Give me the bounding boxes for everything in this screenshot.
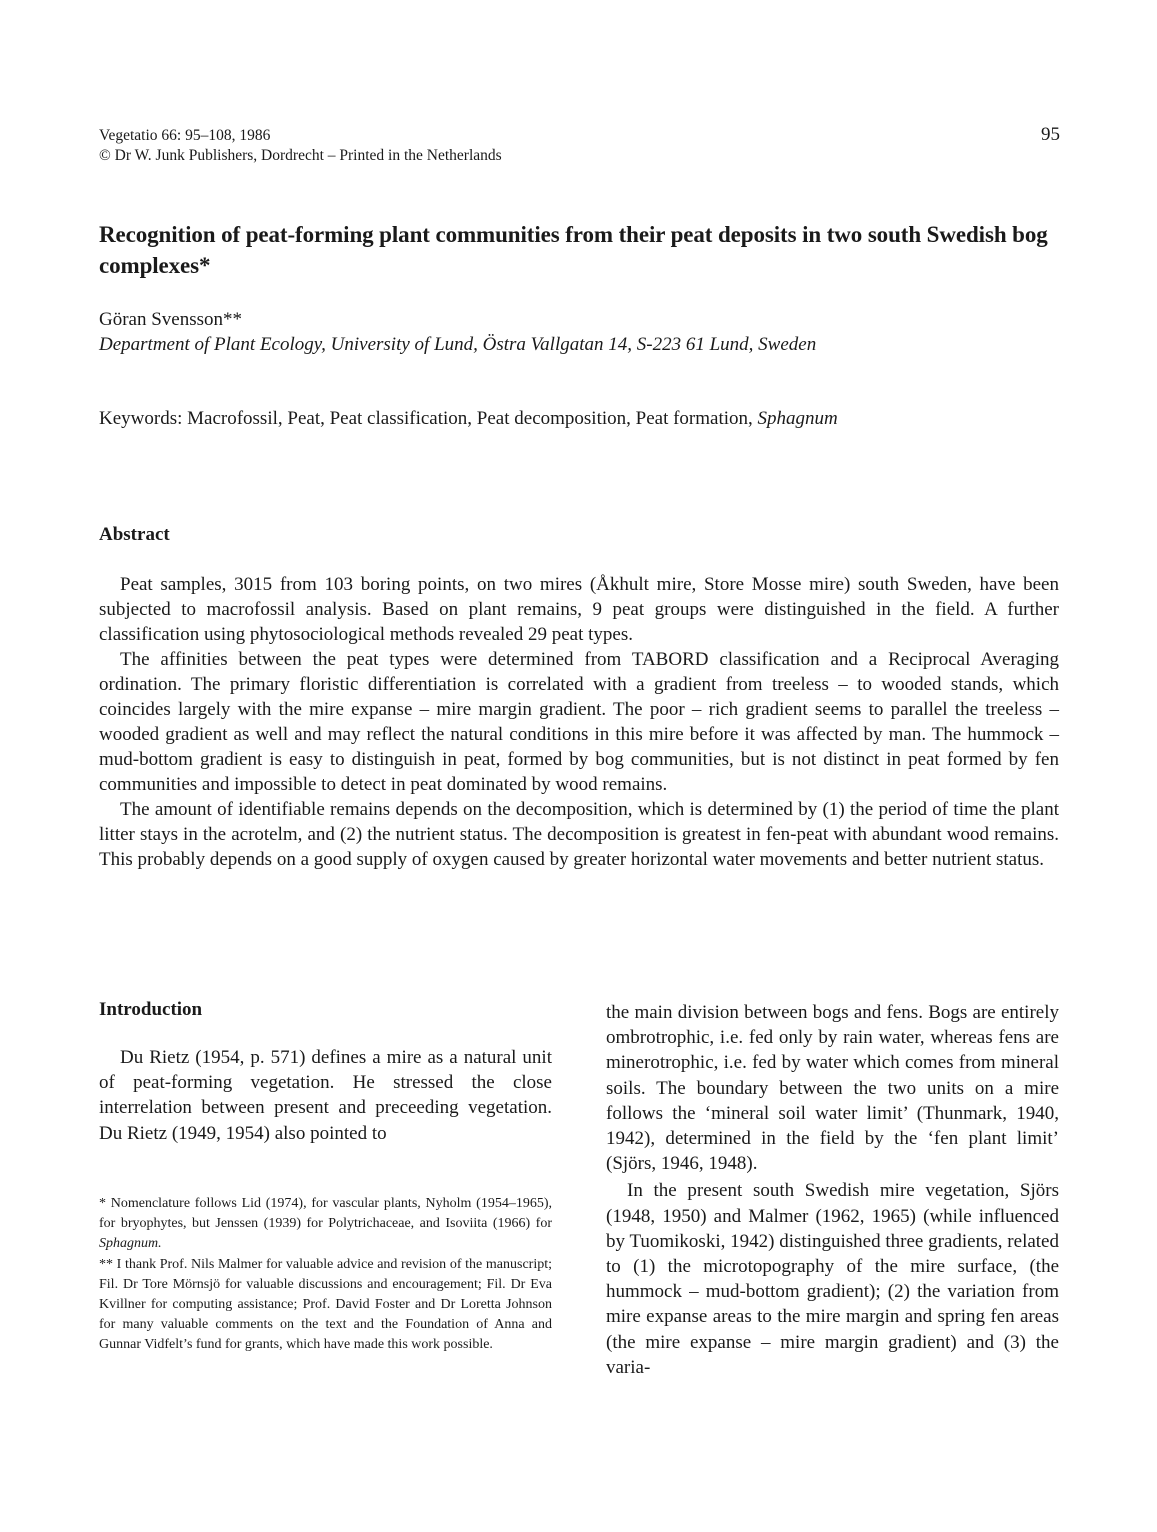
footnote-nomenclature: [99, 1194, 552, 1255]
introduction-heading: Introduction: [99, 999, 203, 1020]
keywords-line: [99, 407, 838, 431]
keyword-sphagnum: Sphagnum: [757, 408, 838, 429]
page-number: 95: [1041, 124, 1060, 145]
author-name: Göran Svensson**: [99, 309, 243, 330]
footnote-acknowledgements: ** I thank Prof. Nils Malmer for valuable advice and revision of the manuscript; Fil. Dr Tore Mörnsjö for valuable discussions and encouragement; Fil. Dr Eva Kvillner for computing assistance; Prof. David Foster and Dr Loretta Johnson for many valuable comments on the text and the Foundation of Anna and Gunnar Vidfelt’s fund for grants, which have made this work possible.: [99, 1256, 552, 1353]
abstract-paragraph: The affinities between the peat types were determined from TABORD classification and a Reciprocal Averaging ordination. The primary floristic differentiation is correlated with a gradient from treeless – to wooded stands, which coincides largely with the mire expanse – mire margin gradient. The poor – rich gradient seems to parallel the treeless – wooded gradient as well and may reflect the natural conditions in this mire before it was affected by man. The hummock – mud-bottom gradient is easy to distinguish in peat, formed by bog communities, but is not distinct in peat formed by fen communities and impossible to detect in peat dominated by wood remains.: [99, 649, 1059, 795]
introduction-right-column: [606, 1000, 1059, 1380]
keywords-text: Keywords: Macrofossil, Peat, Peat classification, Peat decomposition, Peat formation,: [99, 408, 753, 429]
abstract-paragraph: The amount of identifiable remains depends on the decomposition, which is determined by (1) the period of time the plant litter stays in the acrotelm, and (2) the nutrient status. The decomposition is greatest in fen-peat with abundant wood remains. This probably depends on a good supply of oxygen caused by greater horizontal water movements and better nutrient status.: [99, 799, 1059, 870]
introduction-paragraph: In the present south Swedish mire vegetation, Sjörs (1948, 1950) and Malmer (1962, 1965) (while influenced by Tuomikoski, 1942) distinguished three gradients, related to (1) the microtopography of the mire surface, (the hummock – mud-bottom gradient); (2) the variation from mire expanse areas to the mire margin and spring fen areas (the mire expanse – mire margin gradient) and (3) the varia-: [606, 1180, 1059, 1378]
introduction-paragraph: Du Rietz (1954, p. 571) defines a mire as a natural unit of peat-forming vegetation. He stressed the close interrelation between present and preceeding vegetation. Du Rietz (1949, 1954) also pointed to: [99, 1047, 552, 1144]
abstract-heading: Abstract: [99, 524, 170, 545]
abstract-paragraph: Peat samples, 3015 from 103 boring points, on two mires (Åkhult mire, Store Mosse mire) south Sweden, have been subjected to macrofossil analysis. Based on plant remains, 9 peat groups were distinguished in the field. A further classification using phytosociological methods revealed 29 peat types.: [99, 574, 1059, 645]
author-affiliation: Department of Plant Ecology, University of Lund, Östra Vallgatan 14, S-223 61 Lund, Sweden: [99, 334, 817, 355]
introduction-left-column: [99, 1045, 552, 1146]
journal-citation: Vegetatio 66: 95–108, 1986: [99, 127, 271, 144]
footnote-nomenclature-text: * Nomenclature follows Lid (1974), for vascular plants, Nyholm (1954–1965), for bryophytes, but Jenssen (1939) for Polytrichaceae, and Isoviita (1966) for: [99, 1196, 552, 1232]
journal-header: [99, 126, 502, 166]
footnotes: [99, 1194, 552, 1356]
abstract-body: [99, 572, 1059, 872]
publisher-line: © Dr W. Junk Publishers, Dordrecht – Printed in the Netherlands: [99, 147, 502, 164]
paper-title: Recognition of peat-forming plant communities from their peat deposits in two south Swedish bog complexes*: [99, 222, 1048, 278]
introduction-paragraph: the main division between bogs and fens. Bogs are entirely ombrotrophic, i.e. fed only by rain water, whereas fens are minerotrophic, i.e. fed by water which comes from mineral soils. The boundary between the two units on a mire follows the ‘mineral soil water limit’ (Thunmark, 1940, 1942), determined in the field by the ‘fen plant limit’ (Sjörs, 1946, 1948).: [606, 1002, 1059, 1175]
footnote-sphagnum: Sphagnum.: [99, 1236, 162, 1252]
